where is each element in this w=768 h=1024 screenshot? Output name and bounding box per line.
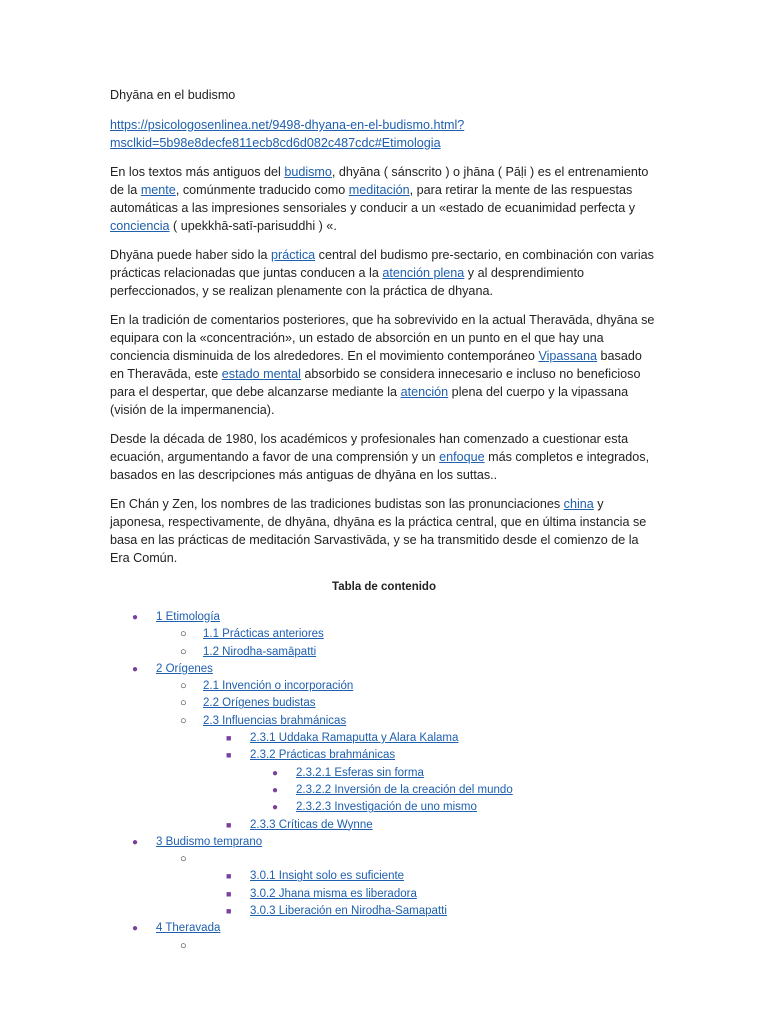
toc-item-empty [110, 851, 658, 868]
bullet-circle-icon: ○ [180, 939, 187, 952]
link-meditacion[interactable]: meditación [348, 183, 410, 197]
bullet-disc-icon: ● [132, 923, 139, 935]
paragraph-1: En los textos más antiguos del budismo, dhyāna ( sánscrito ) o jhāna ( Pāḷi ) es el entrenamiento de la mente, comúnmente traducido como meditación, para retirar la mente de las respuestas automáticas a las impresiones sensoriales y conducir a un «estado de ecuanimidad perfecta y conciencia ( upekkhā-satī-parisuddhi ) «. [110, 165, 649, 233]
toc-item-empty [110, 938, 658, 955]
toc-item [110, 834, 658, 851]
paragraph-5: En Chán y Zen, los nombres de las tradiciones budistas son las pronunciaciones china y japonesa, respectivamente, de dhyāna, dhyāna es la práctica central, que en última instancia se basa en las prácticas de meditación Sarvastivāda, y se ha transmitido desde el comienzo de la Era Común. [110, 497, 647, 565]
toc-link[interactable]: 2.1 Invención o incorporación [203, 680, 354, 693]
toc-item [110, 886, 658, 903]
link-china[interactable]: china [563, 497, 594, 511]
toc-item [110, 678, 658, 695]
toc-item [110, 903, 658, 920]
bullet-circle-icon: ○ [180, 853, 187, 866]
toc-item [110, 695, 658, 712]
link-enfoque[interactable]: enfoque [439, 450, 485, 464]
toc-item [110, 782, 658, 799]
bullet-disc-icon: ● [272, 802, 279, 814]
bullet-disc-icon: ● [272, 767, 279, 779]
paragraph-4: Desde la década de 1980, los académicos y profesionales han comenzado a cuestionar esta ecuación, argumentando a favor de una comprensión y un enfoque más completos e integrados, basados en las descripciones más antiguas de dhyāna en los suttas.. [110, 432, 650, 482]
link-atencion[interactable]: atención [400, 385, 449, 399]
bullet-square-icon: ■ [226, 750, 232, 761]
toc-item [110, 713, 658, 730]
bullet-disc-icon: ● [132, 836, 139, 848]
toc-item [110, 868, 658, 885]
bullet-circle-icon: ○ [180, 697, 187, 710]
bullet-disc-icon: ● [132, 663, 139, 675]
table-of-contents [110, 609, 658, 955]
toc-link[interactable]: 3.0.1 Insight solo es suficiente [250, 870, 405, 883]
toc-link[interactable]: 3.0.3 Liberación en Nirodha-Samapatti [250, 905, 447, 918]
toc-item [110, 730, 658, 747]
toc-link[interactable]: 2.3.2.3 Investigación de uno mismo [296, 801, 477, 814]
toc-item [110, 817, 658, 834]
source-link-paragraph [110, 116, 658, 152]
bullet-square-icon: ■ [226, 906, 232, 917]
toc-link[interactable]: 2 Orígenes [156, 662, 213, 675]
link-atencion-plena[interactable]: atención plena [382, 266, 465, 280]
bullet-disc-icon: ● [132, 612, 139, 623]
link-estado-mental[interactable]: estado mental [221, 367, 301, 381]
toc-item [110, 644, 658, 661]
toc-link[interactable]: 1 Etimología [156, 611, 220, 623]
bullet-disc-icon: ● [272, 784, 279, 796]
toc-item [110, 626, 658, 643]
bullet-circle-icon: ○ [180, 714, 187, 727]
toc-link[interactable]: 2.3.3 Críticas de Wynne [250, 818, 373, 831]
toc-link[interactable]: 2.3.2.1 Esferas sin forma [296, 766, 424, 779]
toc-item [110, 609, 658, 626]
source-link[interactable]: https://psicologosenlinea.net/9498-dhyana-en-el-budismo.html? msclkid=5b98e8decfe811ecb8cd6d082c487cdc#Etimologia [110, 118, 465, 150]
toc-link[interactable]: 3.0.2 Jhana misma es liberadora [250, 887, 417, 900]
link-practica[interactable]: práctica [271, 248, 316, 262]
toc-link[interactable]: 1.1 Prácticas anteriores [203, 628, 324, 641]
toc-link[interactable]: 2.3.1 Uddaka Ramaputta y Alara Kalama [250, 732, 459, 745]
toc-link[interactable]: 2.3.2.2 Inversión de la creación del mundo [296, 783, 513, 796]
document-body [110, 86, 658, 955]
page-title: Dhyāna en el budismo [110, 88, 236, 102]
bullet-square-icon: ■ [226, 871, 232, 882]
toc-link[interactable]: 3 Budismo temprano [156, 835, 263, 848]
link-vipassana[interactable]: Vipassana [538, 349, 598, 363]
bullet-square-icon: ■ [226, 888, 232, 899]
bullet-square-icon: ■ [226, 733, 232, 744]
toc-link[interactable]: 2.2 Orígenes budistas [203, 697, 316, 710]
toc-link[interactable]: 1.2 Nirodha-samāpatti [203, 645, 317, 658]
toc-link[interactable]: 2.3.2 Prácticas brahmánicas [250, 749, 396, 762]
bullet-circle-icon: ○ [180, 680, 187, 693]
toc-title: Tabla de contenido [332, 581, 436, 593]
paragraph-3: En la tradición de comentarios posteriores, que ha sobrevivido en la actual Theravāda, dhyāna se equipara con la «concentración», un estado de absorción en un punto en el que hay una conciencia disminuida de los alrededores. En el movimiento contemporáneo Vipassana basado en Theravāda, este estado mental absorbido se considera innecesario e incluso no beneficioso para el despertar, que debe alcanzarse mediante la atención plena del cuerpo y la vipassana (visión de la impermanencia). [110, 313, 655, 417]
link-budismo[interactable]: budismo [284, 165, 332, 179]
toc-link[interactable]: 4 Theravada [156, 922, 221, 935]
toc-link[interactable]: 2.3 Influencias brahmánicas [203, 714, 347, 727]
paragraph-2: Dhyāna puede haber sido la práctica central del budismo pre-sectario, en combinación con varias prácticas relacionadas que juntas conducen a la atención plena y al desprendimiento perfeccionados, y se realizan plenamente con la práctica de dhyana. [110, 248, 654, 298]
link-conciencia[interactable]: conciencia [110, 219, 170, 233]
toc-item [110, 661, 658, 678]
bullet-circle-icon: ○ [180, 628, 187, 641]
bullet-square-icon: ■ [226, 819, 232, 830]
toc-item [110, 920, 658, 937]
link-mente[interactable]: mente [140, 183, 176, 197]
toc-item [110, 747, 658, 764]
toc-item [110, 799, 658, 816]
bullet-circle-icon: ○ [180, 645, 187, 658]
toc-item [110, 765, 658, 782]
